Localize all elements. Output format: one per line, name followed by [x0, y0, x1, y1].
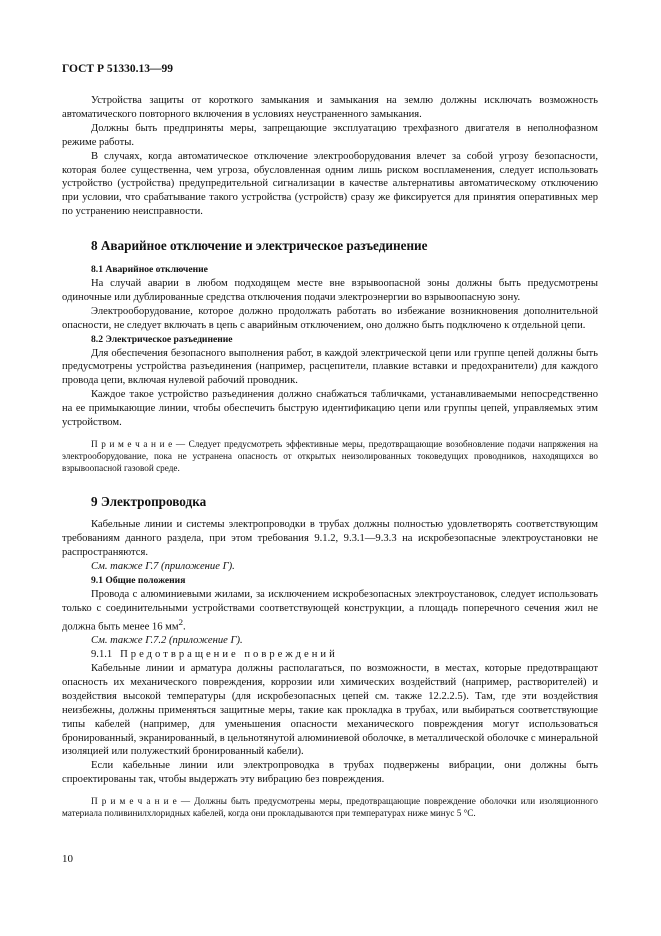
intro-paragraph-3: В случаях, когда автоматическое отключение электрооборудования влечет за собой угрозу безопасности, которая более существенна, чем угроза, обусловленная одним лишь риском воспламенения, следует использовать устройство (устройства) предупредительной сигнализации в качестве альтернативы автоматическому отключению при условии, что срабатывание такого устройства (устройств) сразу же фиксируется для принятия оперативных мер по устранению неисправности. — [62, 150, 598, 218]
document-header: ГОСТ Р 51330.13—99 — [62, 63, 173, 75]
note-text: — Должны быть предусмотрены меры, предотвращающие повреждение оболочки или изоляционного материала поливинилхлоридных кабелей, когда они прокладываются при температурах ниже минус 5 °С. — [62, 796, 598, 819]
section-9-heading: 9 Электропроводка — [91, 493, 207, 509]
intro-paragraph-2: Должны быть предприняты меры, запрещающие эксплуатацию трехфазного двигателя в неполнофазном режиме работы. — [62, 122, 598, 148]
s82-paragraph-2: Каждое такое устройство разъединения должно снабжаться табличками, устанавливаемыми непосредственно на ее примыкающие линии, чтобы обеспечить быструю идентификацию цепи или группы цепей, управляемых этим устройством. — [62, 389, 598, 429]
subsection-8-2-heading: 8.2 Электрическое разъединение — [91, 333, 233, 345]
s91-superscript: 2 — [178, 616, 183, 627]
s9-intro-paragraph: Кабельные линии и системы электропроводки в трубах должны полностью удовлетворять соответствующим требованиям данного раздела, при этом требования 9.1.2, 9.3.1—9.3.3 на искробезопасные электроустановки не распространяются. — [62, 519, 598, 559]
s911-paragraph-1: Кабельные линии и арматура должны располагаться, по возможности, в местах, которые предотвращают опасность их механического повреждения, коррозии или химических воздействий (например, растворителей) и воздействия высокой температуры (для искробезопасных цепей см. также 12.2.2.5). Там, где эти воздействия неизбежны, должны применяться защитные меры, такие как прокладка в трубах, или выбираться соответствующие типы кабелей (например, для уменьшения опасности механического повреждения могут использоваться бронированный, экранированный, в цельнотянутой алюминиевой оболочке, в металлической оболочке с минеральной изоляцией или полужесткий бронированный кабели). — [62, 663, 598, 758]
see-also-reference-2: См. также Г.7.2 (приложение Г). — [91, 635, 243, 647]
s81-paragraph-1: На случай аварии в любом подходящем месте вне взрывоопасной зоны должны быть предусмотрены одиночные или дублированные средства отключения подачи электроэнергии во взрывоопасную зону. — [62, 277, 598, 303]
subsection-9-1-heading: 9.1 Общие положения — [91, 575, 186, 587]
item-title: Предотвращение повреждений — [120, 649, 338, 661]
s91-paragraph — [62, 588, 598, 634]
s82-paragraph-1: Для обеспечения безопасного выполнения работ, в каждой электрической цепи или группе цепей должны быть предусмотрены устройства разъединения (например, расцепители, плавкие вставки и предохранители) для каждого провода цепи, включая нулевой рабочий проводник. — [62, 347, 598, 387]
page-number: 10 — [62, 853, 73, 865]
intro-paragraph-1: Устройства защиты от короткого замыкания и замыкания на землю должны исключать возможность автоматического повторного включения в условиях неустраненного замыкания. — [62, 95, 598, 120]
s91-text: Провода с алюминиевыми жилами, за исключением искробезопасных электроустановок, следует использовать только с соединительными устройствами соответствующей конструкции, а площадь поперечного сечения жил не должна быть менее 16 мм — [62, 588, 598, 633]
note-text: — Следует предусмотреть эффективные меры, предотвращающие возобновление подачи напряжения на электрооборудование, пока не устранена опасность от открытых неизолированных токоведущих проводников, находящихся во взрывоопасной газовой среде. — [62, 438, 598, 474]
section-9-note — [62, 795, 598, 819]
s911-paragraph-2: Если кабельные линии или электропроводка в трубах подвержены вибрации, они должны быть спроектированы так, чтобы выдержать эту вибрацию без повреждения. — [62, 760, 598, 786]
item-number: 9.1.1 — [91, 649, 113, 661]
note-label: П р и м е ч а н и е — [91, 796, 177, 807]
section-8-heading: 8 Аварийное отключение и электрическое разъединение — [91, 238, 428, 254]
item-9-1-1-heading — [62, 648, 598, 662]
subsection-8-1-heading: 8.1 Аварийное отключение — [91, 264, 208, 276]
note-label: П р и м е ч а н и е — [91, 438, 173, 449]
page-content — [62, 94, 598, 820]
section-8-note — [62, 438, 598, 475]
see-also-reference-1: См. также Г.7 (приложение Г). — [91, 561, 235, 573]
s81-paragraph-2: Электрооборудование, которое должно продолжать работать во избежание возникновения дополнительной опасности, не следует включать в цепь с аварийным отключением, оно должно быть подключено к отдельной цепи. — [62, 305, 598, 331]
s91-text-end: . — [183, 621, 186, 633]
